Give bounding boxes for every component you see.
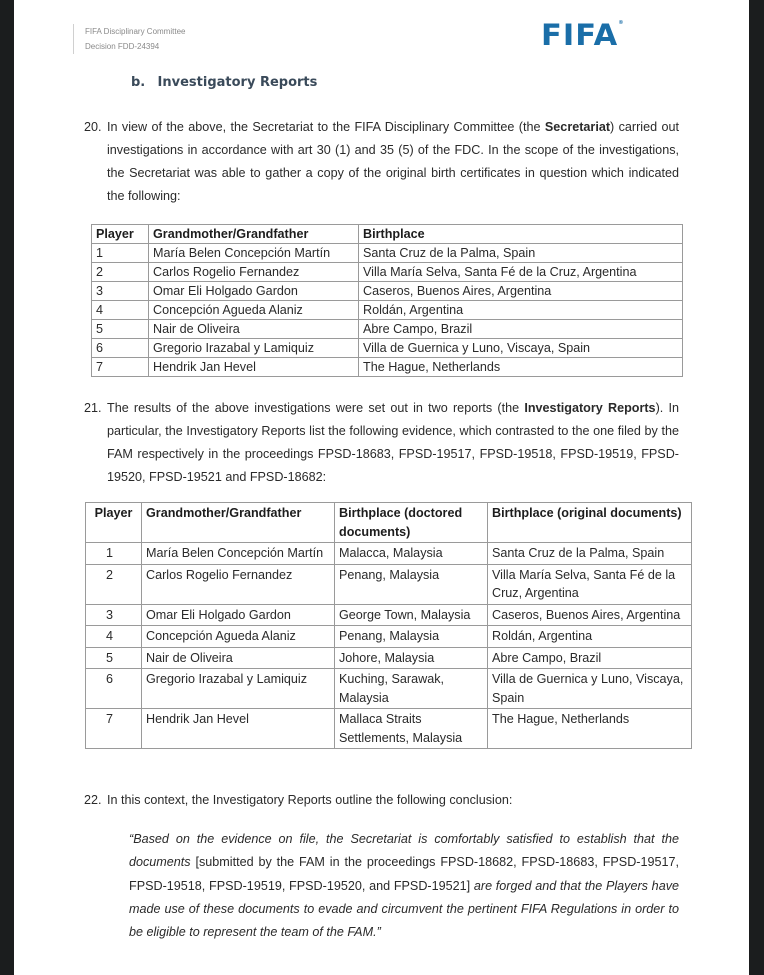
paragraph-number: 22. — [84, 793, 102, 807]
evidence-comparison-table — [85, 502, 692, 749]
table-row — [86, 543, 692, 565]
table-row — [92, 301, 683, 320]
cell-grandparent: Nair de Oliveira — [149, 320, 359, 339]
cell-player: 7 — [92, 358, 149, 377]
cell-player: 3 — [86, 604, 142, 626]
cell-player: 4 — [92, 301, 149, 320]
cell-grandparent: Omar Eli Holgado Gardon — [142, 604, 335, 626]
header-player: Player — [86, 503, 142, 543]
header-grandparent: Grandmother/Grandfather — [142, 503, 335, 543]
cell-grandparent: Hendrik Jan Hevel — [149, 358, 359, 377]
cell-player: 1 — [92, 244, 149, 263]
cell-grandparent: Carlos Rogelio Fernandez — [142, 564, 335, 604]
paragraph-20 — [84, 116, 679, 208]
table-row — [92, 320, 683, 339]
section-heading — [131, 75, 317, 90]
committee-name: FIFA Disciplinary Committee — [85, 27, 186, 36]
birth-certificates-table — [91, 224, 683, 377]
cell-doctored-birthplace: George Town, Malaysia — [335, 604, 488, 626]
cell-original-birthplace: Villa María Selva, Santa Fé de la Cruz, Argentina — [488, 564, 692, 604]
table-row — [86, 709, 692, 749]
table-row — [92, 358, 683, 377]
table-row — [86, 564, 692, 604]
cell-birthplace: Roldán, Argentina — [359, 301, 683, 320]
table-row — [86, 669, 692, 709]
table-header-row — [92, 225, 683, 244]
cell-grandparent: Nair de Oliveira — [142, 647, 335, 669]
document-page — [14, 0, 749, 975]
cell-grandparent: Gregorio Irazabal y Lamiquiz — [149, 339, 359, 358]
cell-player: 6 — [92, 339, 149, 358]
header-birthplace: Birthplace — [359, 225, 683, 244]
section-label: b. — [131, 75, 146, 90]
paragraph-text: In this context, the Investigatory Reports outline the following conclusion: — [107, 793, 513, 807]
cell-grandparent: Concepción Agueda Alaniz — [142, 626, 335, 648]
cell-doctored-birthplace: Kuching, Sarawak, Malaysia — [335, 669, 488, 709]
cell-original-birthplace: The Hague, Netherlands — [488, 709, 692, 749]
cell-original-birthplace: Caseros, Buenos Aires, Argentina — [488, 604, 692, 626]
paragraph-number: 20. — [84, 120, 102, 134]
document-header — [73, 24, 185, 54]
cell-birthplace: Villa María Selva, Santa Fé de la Cruz, Argentina — [359, 263, 683, 282]
cell-player: 7 — [86, 709, 142, 749]
cell-player: 2 — [86, 564, 142, 604]
cell-original-birthplace: Villa de Guernica y Luno, Viscaya, Spain — [488, 669, 692, 709]
table-row — [86, 647, 692, 669]
quote-italic-start: “Based on the evidence on file, the Secretariat is comfortably satisfied to establish that the documents — [129, 832, 679, 870]
cell-doctored-birthplace: Penang, Malaysia — [335, 626, 488, 648]
section-title: Investigatory Reports — [157, 75, 318, 90]
defined-term: Investigatory Reports — [524, 401, 656, 415]
decision-number: Decision FDD-24394 — [85, 42, 160, 51]
fifa-logo — [541, 18, 625, 52]
cell-player: 3 — [92, 282, 149, 301]
table-row — [92, 263, 683, 282]
paragraph-number: 21. — [84, 401, 102, 415]
cell-player: 5 — [92, 320, 149, 339]
header-doctored-birthplace: Birthplace (doctored documents) — [335, 503, 488, 543]
cell-birthplace: Villa de Guernica y Luno, Viscaya, Spain — [359, 339, 683, 358]
text-segment: The results of the above investigations were set out in two reports (the — [107, 401, 525, 415]
cell-grandparent: Omar Eli Holgado Gardon — [149, 282, 359, 301]
registered-mark-icon: ® — [618, 20, 625, 26]
table-row — [92, 244, 683, 263]
cell-grandparent: Carlos Rogelio Fernandez — [149, 263, 359, 282]
cell-doctored-birthplace: Johore, Malaysia — [335, 647, 488, 669]
text-segment: ). In particular, the Investigatory Reports list the following evidence, which contrasted to the one filed by the FAM respectively in the proceedings FPSD-18683, FPSD-19517, FPSD-19518, FPSD-19519, FPSD-19520, FPSD-19521 and FPSD-18682: — [107, 401, 679, 484]
table-row — [86, 604, 692, 626]
cell-grandparent: Concepción Agueda Alaniz — [149, 301, 359, 320]
defined-term: Secretariat — [544, 120, 611, 134]
cell-doctored-birthplace: Malacca, Malaysia — [335, 543, 488, 565]
cell-grandparent: Hendrik Jan Hevel — [142, 709, 335, 749]
cell-player: 6 — [86, 669, 142, 709]
cell-original-birthplace: Santa Cruz de la Palma, Spain — [488, 543, 692, 565]
table-row — [92, 282, 683, 301]
conclusion-quote — [129, 828, 679, 944]
table-row — [86, 626, 692, 648]
text-segment: In view of the above, the Secretariat to the FIFA Disciplinary Committee (the — [107, 120, 545, 134]
cell-birthplace: Caseros, Buenos Aires, Argentina — [359, 282, 683, 301]
cell-original-birthplace: Roldán, Argentina — [488, 626, 692, 648]
cell-birthplace: Santa Cruz de la Palma, Spain — [359, 244, 683, 263]
cell-grandparent: Gregorio Irazabal y Lamiquiz — [142, 669, 335, 709]
cell-player: 1 — [86, 543, 142, 565]
quote-bracketed-text: [submitted by the FAM in the proceedings FPSD-18682, FPSD-18683, FPSD-19517, FPSD-19518, FPSD-19519, FPSD-19520, and FPSD-19521] — [129, 855, 679, 893]
cell-doctored-birthplace: Penang, Malaysia — [335, 564, 488, 604]
paragraph-22 — [84, 789, 679, 812]
paragraph-21 — [84, 397, 679, 489]
cell-player: 5 — [86, 647, 142, 669]
text-segment: ) carried out investigations in accordance with art 30 (1) and 35 (5) of the FDC. In the scope of the investigations, the Secretariat was able to gather a copy of the original birth certificates in question which indicated the following: — [107, 120, 679, 203]
table-row — [92, 339, 683, 358]
paragraph-text — [107, 116, 679, 208]
quote-italic-end: are forged and that the Players have made use of these documents to evade and circumvent the pertinent FIFA Regulations in order to be eligible to represent the team of the FAM.” — [129, 878, 679, 940]
cell-grandparent: María Belen Concepción Martín — [142, 543, 335, 565]
cell-birthplace: The Hague, Netherlands — [359, 358, 683, 377]
fifa-logo-text: FIFA — [541, 18, 619, 52]
header-player: Player — [92, 225, 149, 244]
cell-grandparent: María Belen Concepción Martín — [149, 244, 359, 263]
cell-player: 2 — [92, 263, 149, 282]
header-original-birthplace: Birthplace (original documents) — [488, 503, 692, 543]
cell-birthplace: Abre Campo, Brazil — [359, 320, 683, 339]
header-grandparent: Grandmother/Grandfather — [149, 225, 359, 244]
cell-player: 4 — [86, 626, 142, 648]
table-header-row — [86, 503, 692, 543]
paragraph-text — [107, 397, 679, 489]
cell-original-birthplace: Abre Campo, Brazil — [488, 647, 692, 669]
cell-doctored-birthplace: Mallaca Straits Settlements, Malaysia — [335, 709, 488, 749]
